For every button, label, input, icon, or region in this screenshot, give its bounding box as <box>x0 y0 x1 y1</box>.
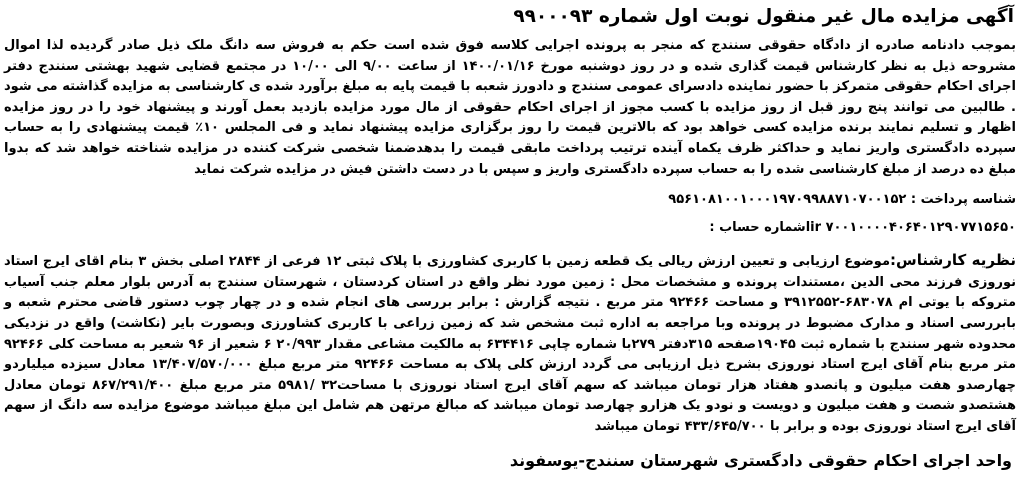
account-number-line: ir ۷۰۰۱۰۰۰۰۴۰۶۴۰۱۲۹۰۷۷۱۵۶۵۰اشماره حساب : <box>709 220 1016 236</box>
issuer-signature-line: واحد اجرای احکام حقوقی دادگستری شهرستان سنندج-یوسفوند <box>509 450 1012 470</box>
expert-opinion-label: نظریه کارشناس: <box>890 251 1016 270</box>
notice-intro-paragraph: بموجب دادنامه صادره از دادگاه حقوقی سنندج که منجر به پرونده اجرایی کلاسه فوق شده است حکم به فروش سه دانگ ملک ذیل صادر گردیده لذا اموال مشروحه ذیل به نظر کارشناس قیمت گذاری شده و در روز دوشنبه مورخ ۱۴۰۰/۰۱/۱۶ از ساعت ۹/۰۰ الی ۱۰/۰۰ در مجتمع قضایی شهید بهشتی سنندج دفتر اجرای احکام حقوقی متمرکز با حضور نماینده دادسرای عمومی سنندج و دادورز شعبه با قیمت پایه به مبلغ برآورد شده ی کارشناسی به مزایده گذاشته می شود . طالبین می توانند پنج روز قبل از روز مزایده با کسب مجوز از اجرای احکام حقوقی از مال مورد مزایده بازدید بعمل آورند و پیشنهاد خود را در روز مزایده اظهار و تسلیم نمایند برنده مزایده کسی خواهد بود که بالاترین قیمت را روز برگزاری مزایده پیشنهاد نماید و فی المجلس ۱۰٪ قیمت پیشنهادی را به حساب سپرده دادگستری واریز نماید و حداکثر ظرف یکماه آینده ترتیب پرداخت مابقی قیمت را بدهدضمنا شخصی شرکت کننده در مزایده شناخته خواهد شد که بدوا مبلغ ده درصد از مبلغ کارشناسی شده را به حساب سپرده دادگستری واریز و سپس با در دست داشتن فیش در مزایده شرکت نماید <box>4 38 1016 177</box>
payment-id-line: شناسه پرداخت : ۹۵۶۱۰۸۱۰۰۱۰۰۰۱۹۷۰۹۹۸۸۷۱۰۷۰۰۱۵۲ <box>668 192 1016 208</box>
expert-opinion-text: موضوع ارزیابی و تعیین ارزش ریالی یک قطعه زمین با کاربری کشاورزی با پلاک ثبتی ۱۲ فرعی از ۲۸۴۴ اصلی بخش ۳ بنام اقای ایرج استاد نوروزی فرزند محی الدین ،مستندات پرونده و مشخصات محل : زمین مورد نظر واقع در استان کردستان ، شهرستان سنندج به آدرس بلوار معلم جنب آسیاب متروکه با یوتی ام ۶۸۳۰۷۸-۳۹۱۲۵۵۲ و مساحت ۹۲۴۶۶ متر مربع . نتیجه گزارش : برابر بررسی های انجام شده و در چهار چوب دستور قاضی محترم شعبه و بابررسی اسناد و مدارک مضبوط در پرونده وبا مراجعه به اداره ثبت مشخص شد که زمین زراعی با کاربری کشاورزی وبصورت بایر (نکاشت) واقع در نزدیکی محدوده شهر سنندج با شماره ثبت ۱۹۰۴۵صفحه ۳۱۵دفتر ۲۷۹با شماره چاپی ۶۳۴۴۱۶ به مالکیت مشاعی مقدار ۲۰/۹۹۳ ۶ شعیر از ۹۶ شعیر به مساحت کلی ۹۲۴۶۶ متر مربع بنام آقای ایرج استاد نوروزی بشرح ذیل ارزیابی می گردد ارزش کلی پلاک به مساحت ۹۲۴۶۶ متر مربع مبلغ ۱۳/۴۰۷/۵۷۰/۰۰۰ معادل سیزده میلیاردو چهارصدو هفت میلیون و پانصدو هفتاد هزار تومان میباشد که سهم آقای ایرج استاد نوروزی با مساحت۳۲ /۵۹۸۱ متر مربع مبلغ ۸۶۷/۲۹۱/۴۰۰ تومان معادل هشتصدو شصت و هفت میلیون و دویست و نودو یک هزارو چهارصد تومان میباشد که مبالغ مرتهن هم شامل این مبلغ میباشد موضوع مزایده سه دانگ از سهم آقای ایرج استاد نوروزی بوده و برابر با ۴۳۳/۶۴۵/۷۰۰ تومان میباشد <box>4 254 1017 434</box>
auction-notice <box>4 2 1016 494</box>
expert-opinion-paragraph <box>4 250 1016 437</box>
notice-title: آگهی مزایده مال غیر منقول نوبت اول شماره ۹۹۰۰۰۹۳ <box>513 6 1014 27</box>
